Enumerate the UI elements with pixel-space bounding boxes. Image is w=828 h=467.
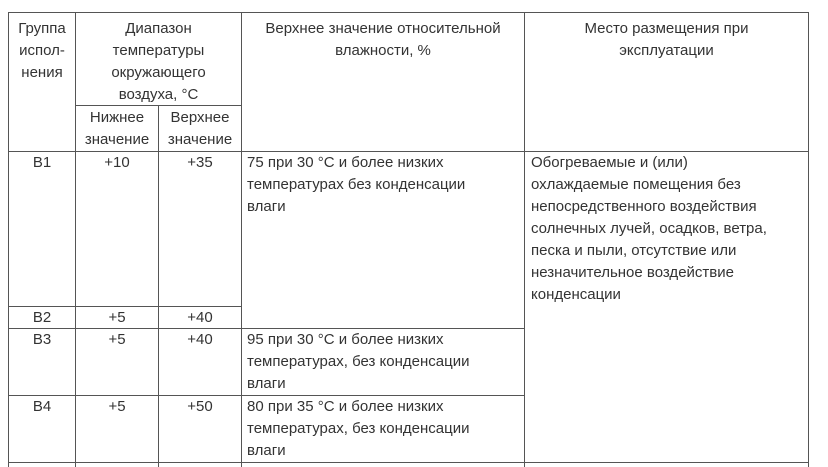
row-b2-lower: +5 — [108, 309, 126, 326]
header-lower-line-1: Нижнее — [89, 109, 145, 126]
header-placement-line-1: Место размещения при — [584, 20, 749, 37]
row-b3-lower: +5 — [108, 331, 126, 348]
header-range-line-4: воздуха, °С — [118, 86, 199, 103]
header-upper-line-2: значение — [167, 131, 233, 148]
humidity-b4-line-2: температурах, без конденсации — [247, 420, 470, 437]
row-b4-lower: +5 — [108, 398, 126, 415]
placement-line-4: солнечных лучей, осадков, ветра, — [531, 220, 767, 237]
humidity-b3-line-3: влаги — [247, 375, 286, 392]
placement-line-7: конденсации — [531, 286, 621, 303]
header-upper — [159, 107, 241, 151]
header-humidity — [242, 18, 524, 62]
humidity-b1-b2-line-2: температурах без конденсации — [247, 176, 466, 193]
header-group — [9, 18, 75, 84]
row-b2-group: В2 — [32, 309, 52, 326]
placement-line-6: незначительное воздействие — [531, 264, 734, 281]
row-b4-upper: +50 — [187, 398, 213, 415]
row-b3-upper: +40 — [187, 331, 213, 348]
header-placement-line-2: эксплуатации — [619, 42, 714, 59]
humidity-b1-b2 — [247, 152, 522, 218]
header-range-line-2: температуры — [112, 42, 205, 59]
row-b1-group: В1 — [32, 154, 52, 171]
header-lower-line-2: значение — [84, 131, 150, 148]
row-b3-group: В3 — [32, 331, 52, 348]
header-group-line-1: Группа — [18, 20, 66, 37]
placement-line-2: охлаждаемые помещения без — [531, 176, 741, 193]
header-humidity-line-1: Верхнее значение относительной — [265, 20, 501, 37]
header-placement — [525, 18, 808, 62]
header-lower — [76, 107, 158, 151]
header-group-line-2: испол- — [19, 42, 65, 59]
row-b1-upper: +35 — [187, 154, 213, 171]
header-group-line-3: нения — [21, 64, 63, 81]
humidity-b3-line-1: 95 при 30 °С и более низких — [247, 331, 444, 348]
placement-line-5: песка и пыли, отсутствие или — [531, 242, 737, 259]
header-range-line-1: Диапазон — [125, 20, 192, 37]
row-b1-lower: +10 — [104, 154, 130, 171]
humidity-b1-b2-line-3: влаги — [247, 198, 286, 215]
humidity-b3 — [247, 329, 522, 395]
row-b2-upper: +40 — [187, 309, 213, 326]
humidity-b4-line-3: влаги — [247, 442, 286, 459]
header-upper-line-1: Верхнее — [170, 109, 230, 126]
header-range-line-3: окружающего — [111, 64, 206, 81]
humidity-b4 — [247, 396, 522, 462]
humidity-b3-line-2: температурах, без конденсации — [247, 353, 470, 370]
header-range — [76, 18, 241, 106]
humidity-b1-b2-line-1: 75 при 30 °С и более низких — [247, 154, 444, 171]
humidity-b4-line-1: 80 при 35 °С и более низких — [247, 398, 444, 415]
placement-line-1: Обогреваемые и (или) — [531, 154, 688, 171]
placement-text — [531, 152, 806, 306]
row-b4-group: В4 — [32, 398, 52, 415]
header-humidity-line-2: влажности, % — [335, 42, 431, 59]
placement-line-3: непосредственного воздействия — [531, 198, 757, 215]
